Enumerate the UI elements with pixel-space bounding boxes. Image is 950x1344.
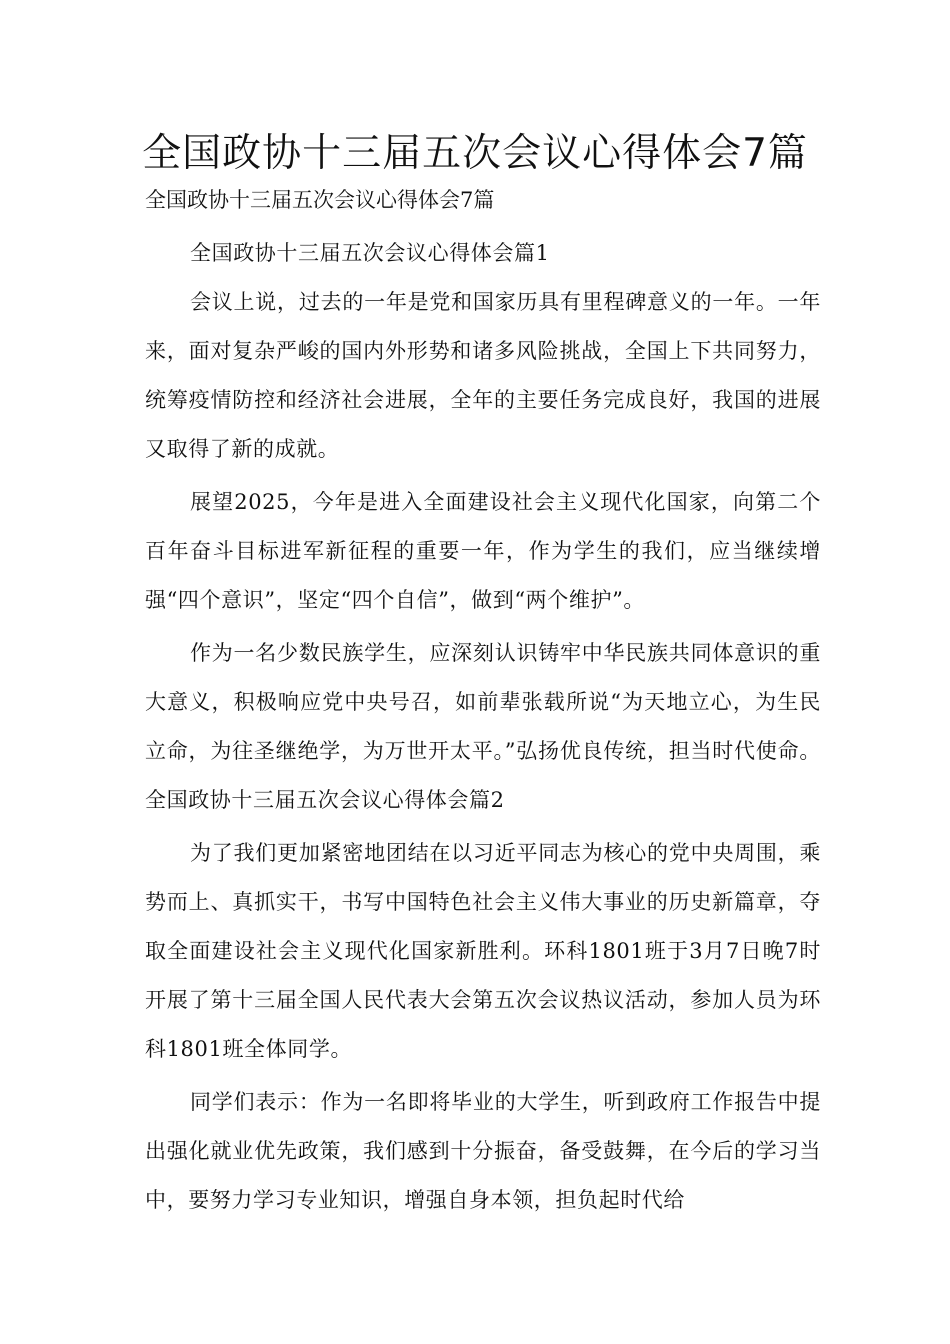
paragraph: 会议上说，过去的一年是党和国家历具有里程碑意义的一年。一年来，面对复杂严峻的国内外形势和诸多风险挑战，全国上下共同努力，统筹疫情防控和经济社会进展，全年的主要任务完成良好，我国的进展又取得了新的成就。 bbox=[145, 290, 821, 461]
document-subtitle: 全国政协十三届五次会议心得体会7篇 bbox=[145, 188, 495, 212]
document-body bbox=[145, 231, 821, 1225]
section-heading-1: 全国政协十三届五次会议心得体会篇1 bbox=[190, 241, 550, 265]
paragraph: 同学们表示：作为一名即将毕业的大学生，听到政府工作报告中提出强化就业优先政策，我们感到十分振奋，备受鼓舞，在今后的学习当中，要努力学习专业知识，增强自身本领，担负起时代给 bbox=[145, 1090, 821, 1212]
paragraph: 展望2025，今年是进入全面建设社会主义现代化国家，向第二个百年奋斗目标进军新征程的重要一年，作为学生的我们，应当继续增强“四个意识”，坚定“四个自信”，做到“两个维护”。 bbox=[145, 490, 821, 612]
document-title: 全国政协十三届五次会议心得体会7篇 bbox=[142, 131, 808, 176]
paragraph: 作为一名少数民族学生，应深刻认识铸牢中华民族共同体意识的重大意义，积极响应党中央号召，如前辈张载所说“为天地立心，为生民立命，为往圣继绝学，为万世开太平。”弘扬优良传统，担当时代使命。全国政协十三届五次会议心得体会篇2 bbox=[145, 641, 821, 812]
paragraph: 为了我们更加紧密地团结在以习近平同志为核心的党中央周围，乘势而上、真抓实干，书写中国特色社会主义伟大事业的历史新篇章，夺取全面建设社会主义现代化国家新胜利。环科1801班于3月7日晚7时开展了第十三届全国人民代表大会第五次会议热议活动，参加人员为环科1801班全体同学。 bbox=[145, 841, 821, 1061]
